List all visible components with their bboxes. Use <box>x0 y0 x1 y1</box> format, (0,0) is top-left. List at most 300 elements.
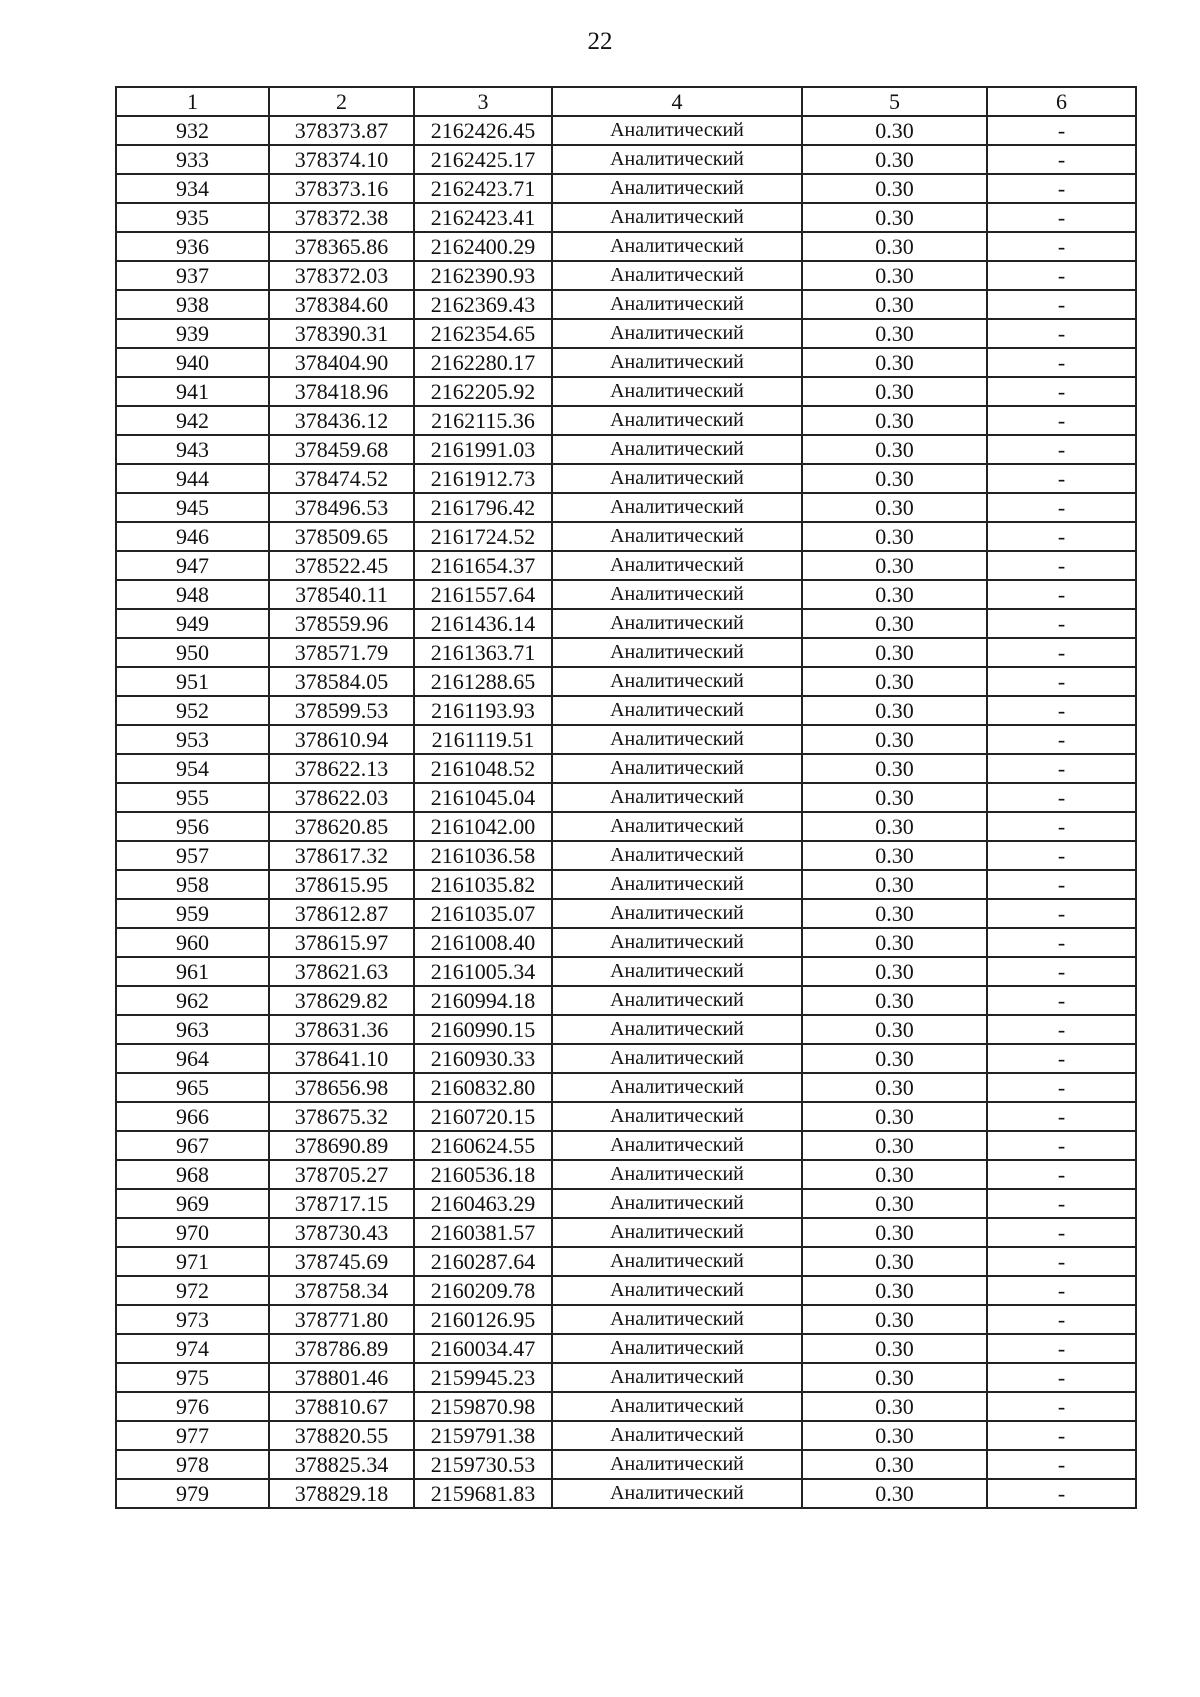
y-coordinate-cell: 2159681.83 <box>414 1479 552 1508</box>
point-number-cell: 953 <box>116 725 269 754</box>
note-cell: - <box>987 1073 1136 1102</box>
table-row <box>116 667 1136 696</box>
table-row <box>116 551 1136 580</box>
y-coordinate-cell: 2160287.64 <box>414 1247 552 1276</box>
note-cell: - <box>987 667 1136 696</box>
x-coordinate-cell: 378656.98 <box>269 1073 414 1102</box>
accuracy-cell: 0.30 <box>802 986 987 1015</box>
note-cell: - <box>987 435 1136 464</box>
accuracy-cell: 0.30 <box>802 928 987 957</box>
x-coordinate-cell: 378690.89 <box>269 1131 414 1160</box>
table-row <box>116 783 1136 812</box>
accuracy-cell: 0.30 <box>802 319 987 348</box>
accuracy-cell: 0.30 <box>802 522 987 551</box>
point-number-cell: 939 <box>116 319 269 348</box>
note-cell: - <box>987 522 1136 551</box>
table-row <box>116 319 1136 348</box>
y-coordinate-cell: 2161048.52 <box>414 754 552 783</box>
x-coordinate-cell: 378436.12 <box>269 406 414 435</box>
accuracy-cell: 0.30 <box>802 232 987 261</box>
note-cell: - <box>987 928 1136 957</box>
note-cell: - <box>987 1479 1136 1508</box>
x-coordinate-cell: 378540.11 <box>269 580 414 609</box>
accuracy-cell: 0.30 <box>802 1015 987 1044</box>
point-number-cell: 964 <box>116 1044 269 1073</box>
method-cell: Аналитический <box>552 986 802 1015</box>
y-coordinate-cell: 2160930.33 <box>414 1044 552 1073</box>
point-number-cell: 941 <box>116 377 269 406</box>
point-number-cell: 974 <box>116 1334 269 1363</box>
y-coordinate-cell: 2160381.57 <box>414 1218 552 1247</box>
table-row <box>116 1044 1136 1073</box>
y-coordinate-cell: 2162369.43 <box>414 290 552 319</box>
method-cell: Аналитический <box>552 319 802 348</box>
note-cell: - <box>987 1015 1136 1044</box>
accuracy-cell: 0.30 <box>802 203 987 232</box>
method-cell: Аналитический <box>552 899 802 928</box>
point-number-cell: 971 <box>116 1247 269 1276</box>
x-coordinate-cell: 378372.03 <box>269 261 414 290</box>
accuracy-cell: 0.30 <box>802 174 987 203</box>
point-number-cell: 954 <box>116 754 269 783</box>
table-row <box>116 986 1136 1015</box>
method-cell: Аналитический <box>552 812 802 841</box>
y-coordinate-cell: 2161045.04 <box>414 783 552 812</box>
y-coordinate-cell: 2160034.47 <box>414 1334 552 1363</box>
note-cell: - <box>987 580 1136 609</box>
note-cell: - <box>987 1363 1136 1392</box>
note-cell: - <box>987 812 1136 841</box>
y-coordinate-cell: 2159945.23 <box>414 1363 552 1392</box>
x-coordinate-cell: 378786.89 <box>269 1334 414 1363</box>
method-cell: Аналитический <box>552 493 802 522</box>
x-coordinate-cell: 378820.55 <box>269 1421 414 1450</box>
y-coordinate-cell: 2161119.51 <box>414 725 552 754</box>
accuracy-cell: 0.30 <box>802 116 987 145</box>
table-row <box>116 116 1136 145</box>
x-coordinate-cell: 378675.32 <box>269 1102 414 1131</box>
y-coordinate-cell: 2162423.71 <box>414 174 552 203</box>
table-row <box>116 1015 1136 1044</box>
x-coordinate-cell: 378418.96 <box>269 377 414 406</box>
accuracy-cell: 0.30 <box>802 754 987 783</box>
point-number-cell: 945 <box>116 493 269 522</box>
x-coordinate-cell: 378365.86 <box>269 232 414 261</box>
y-coordinate-cell: 2160720.15 <box>414 1102 552 1131</box>
point-number-cell: 946 <box>116 522 269 551</box>
note-cell: - <box>987 290 1136 319</box>
method-cell: Аналитический <box>552 522 802 551</box>
method-cell: Аналитический <box>552 928 802 957</box>
point-number-cell: 936 <box>116 232 269 261</box>
method-cell: Аналитический <box>552 1189 802 1218</box>
table-row <box>116 1276 1136 1305</box>
method-cell: Аналитический <box>552 1160 802 1189</box>
point-number-cell: 949 <box>116 609 269 638</box>
x-coordinate-cell: 378373.87 <box>269 116 414 145</box>
point-number-cell: 973 <box>116 1305 269 1334</box>
column-header: 6 <box>987 87 1136 116</box>
method-cell: Аналитический <box>552 435 802 464</box>
method-cell: Аналитический <box>552 1102 802 1131</box>
y-coordinate-cell: 2162280.17 <box>414 348 552 377</box>
x-coordinate-cell: 378629.82 <box>269 986 414 1015</box>
method-cell: Аналитический <box>552 1247 802 1276</box>
method-cell: Аналитический <box>552 841 802 870</box>
note-cell: - <box>987 899 1136 928</box>
accuracy-cell: 0.30 <box>802 667 987 696</box>
y-coordinate-cell: 2162390.93 <box>414 261 552 290</box>
note-cell: - <box>987 232 1136 261</box>
table-row <box>116 1421 1136 1450</box>
x-coordinate-cell: 378615.95 <box>269 870 414 899</box>
accuracy-cell: 0.30 <box>802 1073 987 1102</box>
x-coordinate-cell: 378459.68 <box>269 435 414 464</box>
note-cell: - <box>987 1044 1136 1073</box>
accuracy-cell: 0.30 <box>802 493 987 522</box>
table-row <box>116 435 1136 464</box>
method-cell: Аналитический <box>552 1334 802 1363</box>
y-coordinate-cell: 2161042.00 <box>414 812 552 841</box>
column-header: 3 <box>414 87 552 116</box>
y-coordinate-cell: 2160209.78 <box>414 1276 552 1305</box>
method-cell: Аналитический <box>552 667 802 696</box>
y-coordinate-cell: 2160832.80 <box>414 1073 552 1102</box>
x-coordinate-cell: 378522.45 <box>269 551 414 580</box>
x-coordinate-cell: 378622.03 <box>269 783 414 812</box>
accuracy-cell: 0.30 <box>802 551 987 580</box>
note-cell: - <box>987 1131 1136 1160</box>
note-cell: - <box>987 957 1136 986</box>
accuracy-cell: 0.30 <box>802 348 987 377</box>
y-coordinate-cell: 2161036.58 <box>414 841 552 870</box>
x-coordinate-cell: 378745.69 <box>269 1247 414 1276</box>
table-row <box>116 725 1136 754</box>
method-cell: Аналитический <box>552 551 802 580</box>
accuracy-cell: 0.30 <box>802 290 987 319</box>
method-cell: Аналитический <box>552 957 802 986</box>
table-header-row <box>116 87 1136 116</box>
method-cell: Аналитический <box>552 696 802 725</box>
table-row <box>116 1073 1136 1102</box>
x-coordinate-cell: 378496.53 <box>269 493 414 522</box>
note-cell: - <box>987 1102 1136 1131</box>
table-row <box>116 493 1136 522</box>
x-coordinate-cell: 378571.79 <box>269 638 414 667</box>
method-cell: Аналитический <box>552 232 802 261</box>
x-coordinate-cell: 378705.27 <box>269 1160 414 1189</box>
table-row <box>116 1218 1136 1247</box>
table-row <box>116 899 1136 928</box>
method-cell: Аналитический <box>552 1044 802 1073</box>
y-coordinate-cell: 2161654.37 <box>414 551 552 580</box>
table-row <box>116 1450 1136 1479</box>
table-row <box>116 1363 1136 1392</box>
column-header: 2 <box>269 87 414 116</box>
note-cell: - <box>987 464 1136 493</box>
note-cell: - <box>987 1276 1136 1305</box>
accuracy-cell: 0.30 <box>802 1334 987 1363</box>
note-cell: - <box>987 174 1136 203</box>
point-number-cell: 966 <box>116 1102 269 1131</box>
y-coordinate-cell: 2161288.65 <box>414 667 552 696</box>
y-coordinate-cell: 2160463.29 <box>414 1189 552 1218</box>
method-cell: Аналитический <box>552 638 802 667</box>
x-coordinate-cell: 378717.15 <box>269 1189 414 1218</box>
accuracy-cell: 0.30 <box>802 957 987 986</box>
accuracy-cell: 0.30 <box>802 783 987 812</box>
x-coordinate-cell: 378612.87 <box>269 899 414 928</box>
x-coordinate-cell: 378610.94 <box>269 725 414 754</box>
accuracy-cell: 0.30 <box>802 1363 987 1392</box>
page-number: 22 <box>587 28 613 55</box>
note-cell: - <box>987 696 1136 725</box>
accuracy-cell: 0.30 <box>802 609 987 638</box>
accuracy-cell: 0.30 <box>802 1218 987 1247</box>
point-number-cell: 960 <box>116 928 269 957</box>
x-coordinate-cell: 378559.96 <box>269 609 414 638</box>
method-cell: Аналитический <box>552 1363 802 1392</box>
y-coordinate-cell: 2159730.53 <box>414 1450 552 1479</box>
method-cell: Аналитический <box>552 203 802 232</box>
x-coordinate-cell: 378374.10 <box>269 145 414 174</box>
table-row <box>116 957 1136 986</box>
method-cell: Аналитический <box>552 1015 802 1044</box>
point-number-cell: 957 <box>116 841 269 870</box>
point-number-cell: 935 <box>116 203 269 232</box>
table-row <box>116 928 1136 957</box>
accuracy-cell: 0.30 <box>802 406 987 435</box>
point-number-cell: 978 <box>116 1450 269 1479</box>
table-row <box>116 1305 1136 1334</box>
method-cell: Аналитический <box>552 870 802 899</box>
y-coordinate-cell: 2162400.29 <box>414 232 552 261</box>
point-number-cell: 950 <box>116 638 269 667</box>
accuracy-cell: 0.30 <box>802 870 987 899</box>
accuracy-cell: 0.30 <box>802 1247 987 1276</box>
note-cell: - <box>987 145 1136 174</box>
method-cell: Аналитический <box>552 725 802 754</box>
accuracy-cell: 0.30 <box>802 841 987 870</box>
x-coordinate-cell: 378801.46 <box>269 1363 414 1392</box>
y-coordinate-cell: 2161724.52 <box>414 522 552 551</box>
note-cell: - <box>987 1189 1136 1218</box>
table-row <box>116 232 1136 261</box>
method-cell: Аналитический <box>552 580 802 609</box>
point-number-cell: 967 <box>116 1131 269 1160</box>
method-cell: Аналитический <box>552 406 802 435</box>
accuracy-cell: 0.30 <box>802 1131 987 1160</box>
point-number-cell: 951 <box>116 667 269 696</box>
y-coordinate-cell: 2161796.42 <box>414 493 552 522</box>
x-coordinate-cell: 378730.43 <box>269 1218 414 1247</box>
accuracy-cell: 0.30 <box>802 1479 987 1508</box>
table-row <box>116 812 1136 841</box>
point-number-cell: 955 <box>116 783 269 812</box>
coordinates-table <box>115 86 1137 1509</box>
x-coordinate-cell: 378390.31 <box>269 319 414 348</box>
method-cell: Аналитический <box>552 1479 802 1508</box>
point-number-cell: 968 <box>116 1160 269 1189</box>
table-row <box>116 870 1136 899</box>
accuracy-cell: 0.30 <box>802 435 987 464</box>
point-number-cell: 961 <box>116 957 269 986</box>
y-coordinate-cell: 2162423.41 <box>414 203 552 232</box>
point-number-cell: 932 <box>116 116 269 145</box>
accuracy-cell: 0.30 <box>802 696 987 725</box>
method-cell: Аналитический <box>552 145 802 174</box>
x-coordinate-cell: 378641.10 <box>269 1044 414 1073</box>
accuracy-cell: 0.30 <box>802 377 987 406</box>
method-cell: Аналитический <box>552 1392 802 1421</box>
table-row <box>116 348 1136 377</box>
point-number-cell: 938 <box>116 290 269 319</box>
x-coordinate-cell: 378474.52 <box>269 464 414 493</box>
y-coordinate-cell: 2159791.38 <box>414 1421 552 1450</box>
x-coordinate-cell: 378829.18 <box>269 1479 414 1508</box>
note-cell: - <box>987 261 1136 290</box>
x-coordinate-cell: 378599.53 <box>269 696 414 725</box>
x-coordinate-cell: 378372.38 <box>269 203 414 232</box>
x-coordinate-cell: 378622.13 <box>269 754 414 783</box>
accuracy-cell: 0.30 <box>802 464 987 493</box>
y-coordinate-cell: 2160990.15 <box>414 1015 552 1044</box>
table-row <box>116 1392 1136 1421</box>
point-number-cell: 979 <box>116 1479 269 1508</box>
y-coordinate-cell: 2161035.07 <box>414 899 552 928</box>
table-row <box>116 261 1136 290</box>
point-number-cell: 963 <box>116 1015 269 1044</box>
note-cell: - <box>987 638 1136 667</box>
note-cell: - <box>987 116 1136 145</box>
y-coordinate-cell: 2161557.64 <box>414 580 552 609</box>
method-cell: Аналитический <box>552 754 802 783</box>
point-number-cell: 947 <box>116 551 269 580</box>
note-cell: - <box>987 1160 1136 1189</box>
point-number-cell: 975 <box>116 1363 269 1392</box>
point-number-cell: 962 <box>116 986 269 1015</box>
note-cell: - <box>987 783 1136 812</box>
point-number-cell: 965 <box>116 1073 269 1102</box>
y-coordinate-cell: 2161912.73 <box>414 464 552 493</box>
x-coordinate-cell: 378631.36 <box>269 1015 414 1044</box>
table-row <box>116 1189 1136 1218</box>
y-coordinate-cell: 2160994.18 <box>414 986 552 1015</box>
note-cell: - <box>987 1218 1136 1247</box>
method-cell: Аналитический <box>552 261 802 290</box>
point-number-cell: 976 <box>116 1392 269 1421</box>
method-cell: Аналитический <box>552 174 802 203</box>
table-row <box>116 609 1136 638</box>
note-cell: - <box>987 609 1136 638</box>
x-coordinate-cell: 378621.63 <box>269 957 414 986</box>
method-cell: Аналитический <box>552 116 802 145</box>
x-coordinate-cell: 378758.34 <box>269 1276 414 1305</box>
note-cell: - <box>987 319 1136 348</box>
y-coordinate-cell: 2162205.92 <box>414 377 552 406</box>
method-cell: Аналитический <box>552 348 802 377</box>
method-cell: Аналитический <box>552 1218 802 1247</box>
note-cell: - <box>987 493 1136 522</box>
y-coordinate-cell: 2160624.55 <box>414 1131 552 1160</box>
note-cell: - <box>987 1305 1136 1334</box>
column-header: 4 <box>552 87 802 116</box>
table-row <box>116 580 1136 609</box>
method-cell: Аналитический <box>552 1450 802 1479</box>
note-cell: - <box>987 1450 1136 1479</box>
accuracy-cell: 0.30 <box>802 1276 987 1305</box>
note-cell: - <box>987 406 1136 435</box>
note-cell: - <box>987 1247 1136 1276</box>
point-number-cell: 943 <box>116 435 269 464</box>
table-row <box>116 638 1136 667</box>
table-row <box>116 203 1136 232</box>
point-number-cell: 940 <box>116 348 269 377</box>
accuracy-cell: 0.30 <box>802 145 987 174</box>
accuracy-cell: 0.30 <box>802 1189 987 1218</box>
point-number-cell: 952 <box>116 696 269 725</box>
x-coordinate-cell: 378771.80 <box>269 1305 414 1334</box>
table-row <box>116 174 1136 203</box>
x-coordinate-cell: 378373.16 <box>269 174 414 203</box>
y-coordinate-cell: 2161436.14 <box>414 609 552 638</box>
note-cell: - <box>987 377 1136 406</box>
method-cell: Аналитический <box>552 1305 802 1334</box>
point-number-cell: 969 <box>116 1189 269 1218</box>
note-cell: - <box>987 1392 1136 1421</box>
accuracy-cell: 0.30 <box>802 1044 987 1073</box>
note-cell: - <box>987 725 1136 754</box>
y-coordinate-cell: 2161193.93 <box>414 696 552 725</box>
accuracy-cell: 0.30 <box>802 899 987 928</box>
point-number-cell: 933 <box>116 145 269 174</box>
table-row <box>116 1334 1136 1363</box>
table-row <box>116 406 1136 435</box>
note-cell: - <box>987 841 1136 870</box>
table-row <box>116 290 1136 319</box>
accuracy-cell: 0.30 <box>802 638 987 667</box>
method-cell: Аналитический <box>552 1276 802 1305</box>
y-coordinate-cell: 2162426.45 <box>414 116 552 145</box>
note-cell: - <box>987 551 1136 580</box>
table-row <box>116 1160 1136 1189</box>
point-number-cell: 934 <box>116 174 269 203</box>
y-coordinate-cell: 2161991.03 <box>414 435 552 464</box>
table-row <box>116 841 1136 870</box>
accuracy-cell: 0.30 <box>802 1450 987 1479</box>
y-coordinate-cell: 2161035.82 <box>414 870 552 899</box>
x-coordinate-cell: 378617.32 <box>269 841 414 870</box>
x-coordinate-cell: 378825.34 <box>269 1450 414 1479</box>
note-cell: - <box>987 1421 1136 1450</box>
x-coordinate-cell: 378615.97 <box>269 928 414 957</box>
table-row <box>116 145 1136 174</box>
table-row <box>116 1479 1136 1508</box>
y-coordinate-cell: 2160126.95 <box>414 1305 552 1334</box>
table-body <box>116 116 1136 1508</box>
y-coordinate-cell: 2161363.71 <box>414 638 552 667</box>
accuracy-cell: 0.30 <box>802 812 987 841</box>
x-coordinate-cell: 378509.65 <box>269 522 414 551</box>
note-cell: - <box>987 986 1136 1015</box>
note-cell: - <box>987 203 1136 232</box>
accuracy-cell: 0.30 <box>802 1160 987 1189</box>
note-cell: - <box>987 1334 1136 1363</box>
y-coordinate-cell: 2162354.65 <box>414 319 552 348</box>
point-number-cell: 972 <box>116 1276 269 1305</box>
table-row <box>116 696 1136 725</box>
accuracy-cell: 0.30 <box>802 1392 987 1421</box>
